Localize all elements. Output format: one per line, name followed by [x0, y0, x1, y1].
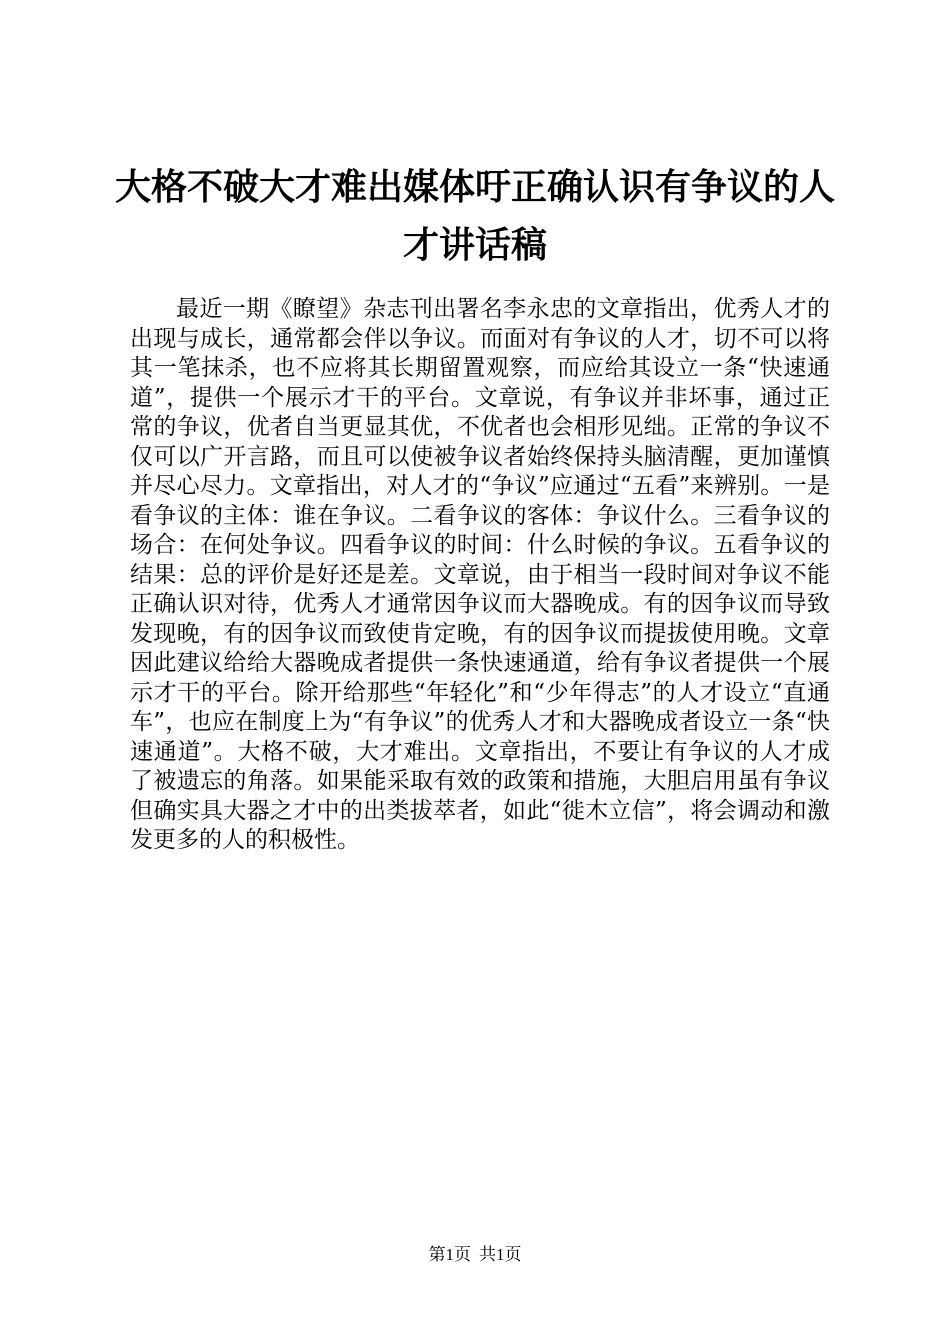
page-total: 共1页 [479, 1245, 522, 1264]
document-title: 大格不破大才难出媒体吁正确认识有争议的人才讲话稿 [114, 166, 835, 266]
document-body-paragraph: 最近一期《瞭望》杂志刊出署名李永忠的文章指出，优秀人才的出现与成长，通常都会伴以争议。而面对有争议的人才，切不可以将其一笔抹杀，也不应将其长期留置观察，而应给其设立一条“快速通道”，提供一个展示才干的平台。文章说，有争议并非坏事，通过正常的争议，优者自当更显其优，不优者也会相形见绌。正常的争议不仅可以广开言路，而且可以使被争议者始终保持头脑清醒，更加谨慎并尽心尽力。文章指出，对人才的“争议”应通过“五看”来辨别。一是看争议的主体：谁在争议。二看争议的客体：争议什么。三看争议的场合：在何处争议。四看争议的时间：什么时候的争议。五看争议的结果：总的评价是好还是差。文章说，由于相当一段时间对争议不能正确认识对待，优秀人才通常因争议而大器晚成。有的因争议而导致发现晚，有的因争议而致使肯定晚，有的因争议而提拔使用晚。文章因此建议给给大器晚成者提供一条快速通道，给有争议者提供一个展示才干的平台。除开给那些“年轻化”和“少年得志”的人才设立“直通车”，也应在制度上为“有争议”的优秀人才和大器晚成者设立一条“快速通道”。大格不破，大才难出。文章指出，不要让有争议的人才成了被遗忘的角落。如果能采取有效的政策和措施，大胆启用虽有争议但确实具大器之才中的出类拔萃者，如此“徙木立信”，将会调动和激发更多的人的积极性。 [130, 296, 830, 853]
page-number: 第1页 [428, 1245, 471, 1264]
page-footer [0, 1244, 950, 1266]
